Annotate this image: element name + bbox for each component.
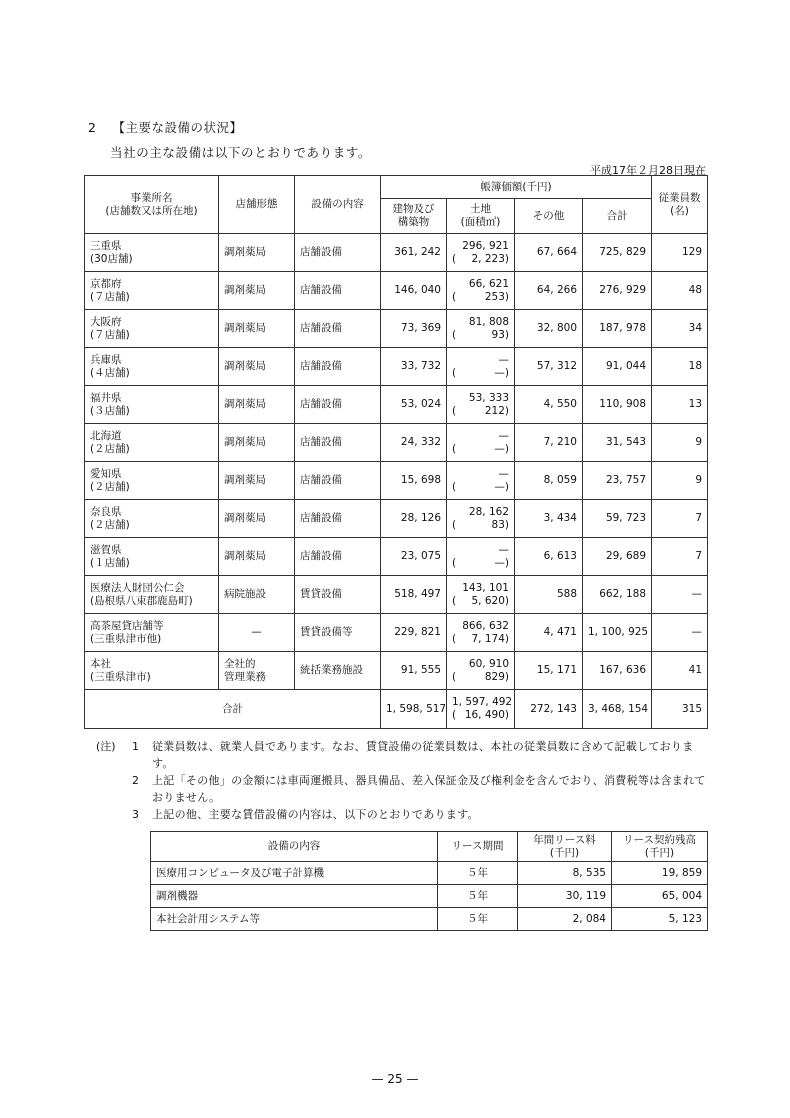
header-land-label: 土地 [470, 203, 491, 215]
cell-employees: 41 [652, 652, 708, 690]
cell-equipment: 統括業務施設 [295, 652, 381, 690]
area-value: 829) [484, 670, 509, 683]
location-sub: (３店舗) [90, 404, 130, 417]
cell-employees: — [652, 576, 708, 614]
cell-total: 276, 929 [583, 272, 652, 310]
header-other: その他 [515, 199, 583, 234]
lease-header-period: リース期間 [438, 832, 518, 862]
cell-employees: 18 [652, 348, 708, 386]
cell-buildings: 28, 126 [381, 500, 447, 538]
area-value: 253) [484, 290, 509, 303]
total-land-value: 1, 597, 492 [452, 696, 513, 708]
header-employees-sub: (名) [670, 204, 689, 217]
lease-header-annual-fee-label: 年間リース料 [533, 833, 596, 846]
paren-open: ( [452, 328, 457, 341]
header-buildings [381, 199, 447, 234]
table-row [85, 348, 708, 386]
cell-land [447, 310, 515, 348]
cell-location [85, 652, 219, 690]
cell-buildings: 73, 369 [381, 310, 447, 348]
area-value: 7, 174) [471, 632, 509, 645]
land-value: 60, 910 [468, 657, 509, 670]
area-value: —) [494, 556, 509, 569]
store-type: 調剤薬局 [224, 360, 266, 372]
cell-other: 67, 664 [515, 234, 583, 272]
total-buildings: 1, 598, 517 [381, 690, 447, 729]
total-label: 合計 [85, 690, 381, 729]
area-value: 212) [484, 404, 509, 417]
cell-other: 3, 434 [515, 500, 583, 538]
cell-total: 91, 044 [583, 348, 652, 386]
lease-cell-period: ５年 [438, 862, 518, 885]
cell-total: 167, 636 [583, 652, 652, 690]
land-value: 143, 101 [462, 581, 509, 594]
cell-store-type [219, 272, 295, 310]
table-row [85, 614, 708, 652]
location-sub: (７店舗) [90, 328, 130, 341]
cell-store-type [219, 576, 295, 614]
land-value: — [498, 429, 509, 442]
note-label [96, 806, 132, 823]
paren-open: ( [452, 670, 457, 683]
cell-location [85, 424, 219, 462]
cell-total: 59, 723 [583, 500, 652, 538]
paren-open: ( [452, 480, 457, 493]
cell-employees: 7 [652, 500, 708, 538]
cell-buildings: 361, 242 [381, 234, 447, 272]
cell-buildings: 229, 821 [381, 614, 447, 652]
cell-other: 4, 471 [515, 614, 583, 652]
area-value: —) [494, 480, 509, 493]
lease-cell-annual-fee: 2, 084 [518, 908, 612, 931]
cell-other: 6, 613 [515, 538, 583, 576]
location-sub: (島根県八束郡鹿島町) [90, 594, 193, 607]
store-type: 調剤薬局 [224, 512, 266, 524]
cell-other: 7, 210 [515, 424, 583, 462]
area-value: 16, 490) [464, 709, 509, 721]
table-row [85, 462, 708, 500]
table-row [85, 424, 708, 462]
cell-store-type [219, 614, 295, 652]
cell-buildings: 23, 075 [381, 538, 447, 576]
cell-equipment: 店舗設備 [295, 348, 381, 386]
land-value: 53, 333 [468, 391, 509, 404]
header-store-type: 店舗形態 [219, 176, 295, 234]
location-name: 滋賀県 [90, 543, 122, 556]
paren-open: ( [452, 366, 457, 379]
note-index: 1 [132, 740, 139, 753]
location-sub: (７店舗) [90, 290, 130, 303]
cell-equipment: 店舗設備 [295, 538, 381, 576]
location-name: 医療法人財団公仁会 [90, 581, 185, 594]
section-number: 2 [88, 120, 97, 135]
land-area [452, 443, 509, 456]
location-name: 京都府 [90, 277, 122, 290]
cell-employees: — [652, 614, 708, 652]
land-area [452, 671, 509, 684]
cell-total: 23, 757 [583, 462, 652, 500]
cell-buildings: 518, 497 [381, 576, 447, 614]
lease-cell-annual-fee: 30, 119 [518, 885, 612, 908]
lease-cell-balance: 5, 123 [612, 908, 708, 931]
note-item [96, 738, 708, 772]
location-sub: (２店舗) [90, 442, 130, 455]
location-name: 福井県 [90, 391, 122, 404]
store-type: 調剤薬局 [224, 474, 266, 486]
lease-cell-balance: 19, 859 [612, 862, 708, 885]
lease-header-annual-fee [518, 832, 612, 862]
cell-equipment: 店舗設備 [295, 462, 381, 500]
cell-land [447, 576, 515, 614]
land-area [452, 253, 509, 266]
store-type: 調剤薬局 [224, 246, 266, 258]
cell-store-type [219, 500, 295, 538]
cell-equipment: 店舗設備 [295, 500, 381, 538]
cell-other: 64, 266 [515, 272, 583, 310]
store-type: — [251, 626, 262, 638]
header-employees [652, 176, 708, 234]
store-type-2: 管理業務 [224, 670, 266, 683]
location-sub: (２店舗) [90, 480, 130, 493]
location-sub: (三重県津市) [90, 670, 151, 683]
header-total: 合計 [583, 199, 652, 234]
location-name: 奈良県 [90, 505, 122, 518]
total-land-area [452, 709, 509, 722]
cell-store-type [219, 234, 295, 272]
note-index: 3 [132, 808, 139, 821]
cell-location [85, 272, 219, 310]
land-area [452, 291, 509, 304]
cell-equipment: 店舗設備 [295, 386, 381, 424]
lease-header-annual-fee-unit: (千円) [549, 846, 580, 859]
header-location [85, 176, 219, 234]
land-area [452, 405, 509, 418]
cell-location [85, 500, 219, 538]
paren-open: ( [452, 594, 457, 607]
store-type: 調剤薬局 [224, 322, 266, 334]
lease-row [151, 885, 708, 908]
page-number: — 25 — [371, 1072, 419, 1086]
area-value: —) [494, 366, 509, 379]
cell-land [447, 424, 515, 462]
area-value: 83) [491, 518, 509, 531]
lease-header-balance-label: リース契約残高 [623, 833, 696, 846]
cell-total: 187, 978 [583, 310, 652, 348]
note-label: (注) [96, 740, 116, 753]
land-area [452, 595, 509, 608]
land-value: 66, 621 [468, 277, 509, 290]
cell-other: 8, 059 [515, 462, 583, 500]
cell-buildings: 24, 332 [381, 424, 447, 462]
cell-buildings: 53, 024 [381, 386, 447, 424]
header-buildings-sub: 構築物 [397, 216, 430, 228]
lease-cell-equipment: 調剤機器 [151, 885, 438, 908]
cell-other: 57, 312 [515, 348, 583, 386]
cell-total: 1, 100, 925 [583, 614, 652, 652]
cell-land [447, 652, 515, 690]
store-type: 調剤薬局 [224, 436, 266, 448]
cell-equipment: 店舗設備 [295, 310, 381, 348]
location-sub: (三重県津市他) [90, 632, 162, 645]
area-value: 2, 223) [471, 252, 509, 265]
cell-land [447, 234, 515, 272]
cell-location [85, 310, 219, 348]
location-name: 北海道 [90, 429, 122, 442]
paren-open: ( [452, 404, 457, 417]
cell-buildings: 91, 555 [381, 652, 447, 690]
cell-total: 31, 543 [583, 424, 652, 462]
note-index: 2 [132, 774, 139, 787]
total-total: 3, 468, 154 [583, 690, 652, 729]
cell-land [447, 538, 515, 576]
cell-buildings: 33, 732 [381, 348, 447, 386]
table-row [85, 500, 708, 538]
lease-row [151, 862, 708, 885]
cell-location [85, 386, 219, 424]
header-employees-label: 従業員数 [658, 191, 701, 204]
as-of-date: 平成17年２月28日現在 [590, 164, 706, 177]
cell-total: 725, 829 [583, 234, 652, 272]
cell-employees: 9 [652, 462, 708, 500]
header-land-sub: (面積㎡) [460, 216, 501, 228]
section-title: 【主要な設備の状況】 [112, 120, 243, 135]
cell-land [447, 614, 515, 652]
store-type: 調剤薬局 [224, 284, 266, 296]
land-value: — [498, 543, 509, 556]
location-name: 本社 [90, 657, 111, 670]
cell-employees: 48 [652, 272, 708, 310]
store-type: 調剤薬局 [224, 550, 266, 562]
store-type: 病院施設 [224, 588, 266, 600]
table-row [85, 310, 708, 348]
cell-total: 662, 188 [583, 576, 652, 614]
header-book-value: 帳簿価額(千円) [381, 176, 652, 199]
table-row [85, 386, 708, 424]
note-item [96, 772, 708, 806]
lease-cell-period: ５年 [438, 908, 518, 931]
total-employees: 315 [652, 690, 708, 729]
cell-location [85, 462, 219, 500]
cell-location [85, 234, 219, 272]
area-value: 5, 620) [471, 594, 509, 607]
location-name: 三重県 [90, 239, 122, 252]
header-land [447, 199, 515, 234]
cell-store-type [219, 424, 295, 462]
cell-employees: 34 [652, 310, 708, 348]
note-text: 上記の他、主要な賃借設備の内容は、以下のとおりであります。 [152, 808, 479, 821]
header-buildings-label: 建物及び [392, 203, 435, 215]
cell-employees: 7 [652, 538, 708, 576]
paren-open: ( [452, 556, 457, 569]
cell-total: 110, 908 [583, 386, 652, 424]
cell-equipment: 店舗設備 [295, 234, 381, 272]
cell-employees: 9 [652, 424, 708, 462]
paren-open: ( [452, 518, 457, 531]
land-area [452, 481, 509, 494]
land-value: — [498, 353, 509, 366]
cell-land [447, 386, 515, 424]
land-value: 28, 162 [468, 505, 509, 518]
lease-table [150, 831, 708, 931]
land-value: 296, 921 [462, 239, 509, 252]
cell-store-type [219, 462, 295, 500]
cell-store-type [219, 348, 295, 386]
cell-land [447, 462, 515, 500]
table-row [85, 234, 708, 272]
note-item [96, 806, 708, 823]
location-sub: (30店舗) [90, 252, 133, 265]
location-sub: (１店舗) [90, 556, 130, 569]
cell-store-type [219, 652, 295, 690]
paren-open: ( [452, 632, 457, 645]
cell-store-type [219, 310, 295, 348]
land-value: — [498, 467, 509, 480]
note-text: 従業員数は、就業人員であります。なお、賃貸設備の従業員数は、本社の従業員数に含めて記載しております。 [152, 740, 694, 770]
land-area [452, 367, 509, 380]
paren-open: ( [452, 442, 457, 455]
location-sub: (４店舗) [90, 366, 130, 379]
lease-header-equipment: 設備の内容 [151, 832, 438, 862]
location-name: 高茶屋貸店舗等 [90, 619, 164, 632]
cell-store-type [219, 538, 295, 576]
cell-other: 588 [515, 576, 583, 614]
land-area [452, 557, 509, 570]
store-type: 調剤薬局 [224, 398, 266, 410]
equipment-table [84, 175, 708, 729]
header-location-label: 事業所名 [130, 191, 173, 204]
cell-location [85, 538, 219, 576]
area-value: 93) [491, 328, 509, 341]
note-label [96, 772, 132, 806]
cell-equipment: 店舗設備 [295, 272, 381, 310]
location-name: 兵庫県 [90, 353, 122, 366]
location-name: 愛知県 [90, 467, 122, 480]
lease-header-balance-unit: (千円) [644, 846, 675, 859]
header-location-sub: (店舗数又は所在地) [105, 204, 198, 217]
area-value: —) [494, 442, 509, 455]
land-value: 81, 808 [468, 315, 509, 328]
cell-employees: 129 [652, 234, 708, 272]
cell-land [447, 272, 515, 310]
cell-land [447, 348, 515, 386]
lease-cell-balance: 65, 004 [612, 885, 708, 908]
cell-equipment: 賃貸設備 [295, 576, 381, 614]
table-row [85, 538, 708, 576]
total-other: 272, 143 [515, 690, 583, 729]
cell-other: 4, 550 [515, 386, 583, 424]
cell-location [85, 348, 219, 386]
header-equipment: 設備の内容 [295, 176, 381, 234]
paren-open: ( [452, 290, 457, 303]
table-row [85, 652, 708, 690]
lease-row [151, 908, 708, 931]
section-heading [88, 118, 243, 136]
section-intro: 当社の主な設備は以下のとおりであります。 [110, 145, 372, 160]
lease-cell-annual-fee: 8, 535 [518, 862, 612, 885]
land-area [452, 633, 509, 646]
lease-header-balance [612, 832, 708, 862]
land-area [452, 329, 509, 342]
cell-buildings: 15, 698 [381, 462, 447, 500]
store-type: 全社的 [224, 657, 256, 670]
notes [96, 738, 708, 823]
total-row [85, 690, 708, 729]
cell-equipment: 賃貸設備等 [295, 614, 381, 652]
table-row [85, 576, 708, 614]
location-sub: (２店舗) [90, 518, 130, 531]
cell-location [85, 614, 219, 652]
cell-employees: 13 [652, 386, 708, 424]
land-area [452, 519, 509, 532]
total-land [447, 690, 515, 729]
cell-other: 15, 171 [515, 652, 583, 690]
cell-buildings: 146, 040 [381, 272, 447, 310]
paren-open: ( [452, 709, 457, 721]
paren-open: ( [452, 252, 457, 265]
cell-land [447, 500, 515, 538]
lease-cell-period: ５年 [438, 885, 518, 908]
cell-total: 29, 689 [583, 538, 652, 576]
cell-location [85, 576, 219, 614]
note-text: 上記「その他」の金額には車両運搬具、器具備品、差入保証金及び権利金を含んでおり、消費税等は含まれておりません。 [152, 774, 706, 804]
lease-cell-equipment: 医療用コンピュータ及び電子計算機 [151, 862, 438, 885]
lease-cell-equipment: 本社会計用システム等 [151, 908, 438, 931]
cell-equipment: 店舗設備 [295, 424, 381, 462]
table-row [85, 272, 708, 310]
location-name: 大阪府 [90, 315, 122, 328]
land-value: 866, 632 [462, 619, 509, 632]
cell-store-type [219, 386, 295, 424]
cell-other: 32, 800 [515, 310, 583, 348]
